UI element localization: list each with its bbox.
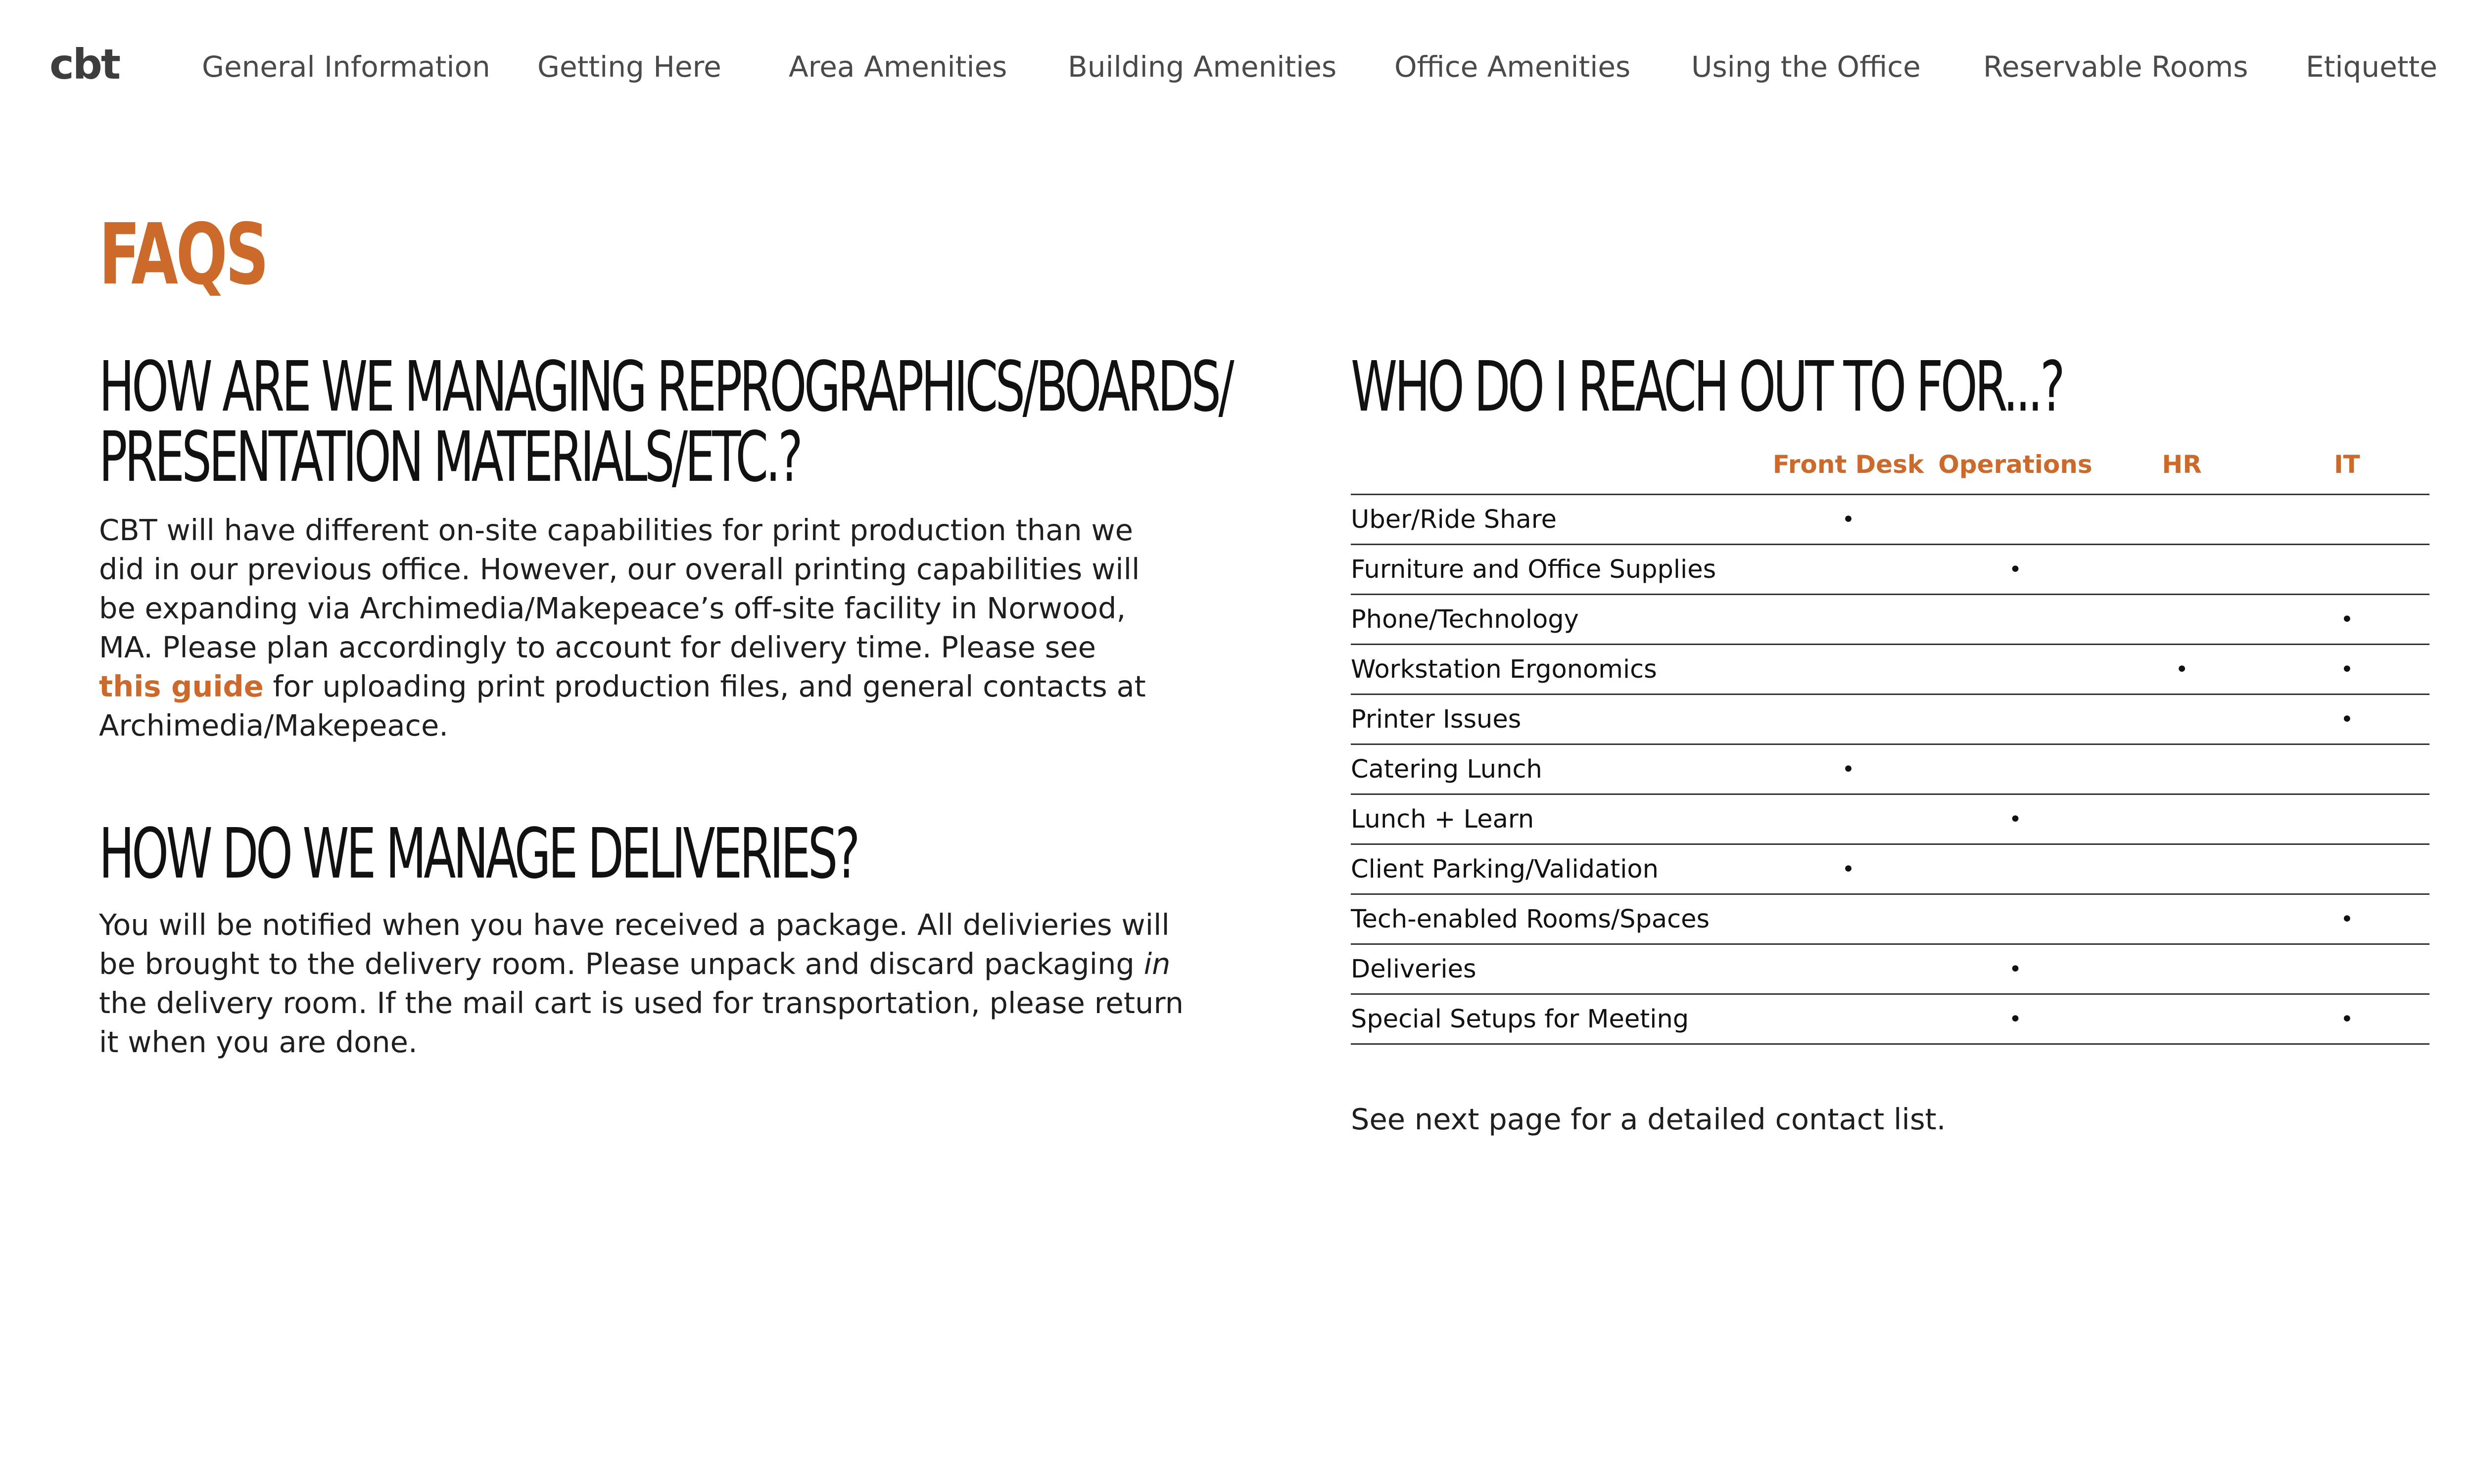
- page-title: FAQS: [99, 206, 267, 304]
- empty-cell: [2099, 844, 2265, 894]
- table-row: [1351, 844, 2429, 894]
- row-topic: Client Parking/Validation: [1351, 844, 1765, 894]
- empty-cell: [2265, 944, 2429, 994]
- table-row: [1351, 545, 2429, 595]
- responsibility-dot: •: [1765, 495, 1932, 545]
- empty-cell: [2265, 844, 2429, 894]
- empty-cell: [2099, 595, 2265, 645]
- empty-cell: [1931, 595, 2099, 645]
- nav-etiquette[interactable]: Etiquette: [2306, 50, 2437, 84]
- empty-cell: [1931, 844, 2099, 894]
- responsibility-dot: •: [2099, 645, 2265, 695]
- table-row: [1351, 794, 2429, 844]
- empty-cell: [1765, 695, 1932, 744]
- empty-cell: [2099, 994, 2265, 1044]
- empty-cell: [1765, 794, 1932, 844]
- topic-column-header: [1351, 435, 1765, 495]
- nav-general-information[interactable]: General Information: [202, 50, 490, 84]
- row-topic: Uber/Ride Share: [1351, 495, 1765, 545]
- paragraph-line: [99, 667, 1146, 706]
- empty-cell: [1765, 545, 1932, 595]
- italic-text: in: [1143, 947, 1171, 981]
- table-header-row: [1351, 435, 2429, 495]
- this-guide-link[interactable]: this guide: [99, 669, 264, 703]
- empty-cell: [1931, 495, 2099, 545]
- empty-cell: [1765, 645, 1932, 695]
- nav-reservable-rooms[interactable]: Reservable Rooms: [1983, 50, 2248, 84]
- paragraph-line: CBT will have different on-site capabilities for print production than we: [99, 513, 1133, 547]
- table-row: [1351, 744, 2429, 794]
- empty-cell: [2099, 545, 2265, 595]
- responsibility-dot: •: [1931, 794, 2099, 844]
- nav-area-amenities[interactable]: Area Amenities: [789, 50, 1007, 84]
- responsibility-dot: •: [2265, 994, 2429, 1044]
- empty-cell: [2099, 894, 2265, 944]
- paragraph-line: Archimedia/Makepeace.: [99, 708, 449, 742]
- empty-cell: [1931, 894, 2099, 944]
- table-row: [1351, 944, 2429, 994]
- empty-cell: [1931, 744, 2099, 794]
- contact-matrix-table: [1351, 435, 2429, 1045]
- empty-cell: [1765, 944, 1932, 994]
- paragraph-text: be brought to the delivery room. Please unpack and discard packaging: [99, 947, 1144, 981]
- reprographics-heading: [99, 347, 1232, 498]
- empty-cell: [2265, 794, 2429, 844]
- empty-cell: [2099, 794, 2265, 844]
- nav-using-the-office[interactable]: Using the Office: [1691, 50, 1921, 84]
- row-topic: Deliveries: [1351, 944, 1765, 994]
- responsibility-dot: •: [1931, 994, 2099, 1044]
- row-topic: Catering Lunch: [1351, 744, 1765, 794]
- empty-cell: [2099, 495, 2265, 545]
- paragraph-line: MA. Please plan accordingly to account for delivery time. Please see: [99, 630, 1096, 664]
- paragraph-line: [99, 944, 1184, 983]
- table-row: [1351, 645, 2429, 695]
- column-header-operations: Operations: [1931, 435, 2099, 495]
- nav-getting-here[interactable]: Getting Here: [537, 50, 721, 84]
- paragraph-line: You will be notified when you have received a package. All delivieries will: [99, 908, 1170, 942]
- column-header-it: IT: [2265, 435, 2429, 495]
- row-topic: Printer Issues: [1351, 695, 1765, 744]
- row-topic: Tech-enabled Rooms/Spaces: [1351, 894, 1765, 944]
- row-topic: Special Setups for Meeting: [1351, 994, 1765, 1044]
- top-navigation: [0, 0, 2474, 143]
- row-topic: Furniture and Office Supplies: [1351, 545, 1765, 595]
- row-topic: Phone/Technology: [1351, 595, 1765, 645]
- table-row: [1351, 595, 2429, 645]
- reprographics-heading-line: HOW ARE WE MANAGING REPROGRAPHICS/BOARDS/: [99, 347, 1232, 427]
- responsibility-dot: •: [2265, 695, 2429, 744]
- paragraph-line: be expanding via Archimedia/Makepeace’s off-site facility in Norwood,: [99, 591, 1126, 625]
- column-header-hr: HR: [2099, 435, 2265, 495]
- responsibility-dot: •: [2265, 894, 2429, 944]
- cbt-logo[interactable]: cbt: [49, 40, 120, 89]
- empty-cell: [2265, 545, 2429, 595]
- empty-cell: [2099, 744, 2265, 794]
- empty-cell: [1765, 994, 1932, 1044]
- paragraph-line: it when you are done.: [99, 1025, 418, 1059]
- contact-matrix-body: [1351, 495, 2429, 1044]
- empty-cell: [1765, 595, 1932, 645]
- row-topic: Lunch + Learn: [1351, 794, 1765, 844]
- reprographics-text: [99, 510, 1146, 745]
- responsibility-dot: •: [2265, 595, 2429, 645]
- paragraph-line: the delivery room. If the mail cart is used for transportation, please return: [99, 986, 1184, 1020]
- table-row: [1351, 495, 2429, 545]
- responsibility-dot: •: [2265, 645, 2429, 695]
- responsibility-dot: •: [1931, 545, 2099, 595]
- paragraph-text: for uploading print production files, and general contacts at: [263, 669, 1146, 703]
- deliveries-text: [99, 905, 1184, 1062]
- empty-cell: [1931, 645, 2099, 695]
- empty-cell: [1765, 894, 1932, 944]
- empty-cell: [2099, 944, 2265, 994]
- table-row: [1351, 894, 2429, 944]
- nav-office-amenities[interactable]: Office Amenities: [1394, 50, 1631, 84]
- empty-cell: [1931, 695, 2099, 744]
- table-row: [1351, 994, 2429, 1044]
- column-header-front-desk: Front Desk: [1765, 435, 1932, 495]
- empty-cell: [2265, 744, 2429, 794]
- responsibility-dot: •: [1765, 844, 1932, 894]
- contact-list-footnote: See next page for a detailed contact list.: [1351, 1102, 1946, 1136]
- deliveries-heading: HOW DO WE MANAGE DELIVERIES?: [99, 814, 857, 894]
- empty-cell: [2265, 495, 2429, 545]
- responsibility-dot: •: [1931, 944, 2099, 994]
- row-topic: Workstation Ergonomics: [1351, 645, 1765, 695]
- contacts-heading: WHO DO I REACH OUT TO FOR...?: [1351, 347, 2063, 427]
- reprographics-heading-line: PRESENTATION MATERIALS/ETC.?: [99, 417, 801, 498]
- paragraph-line: did in our previous office. However, our overall printing capabilities will: [99, 552, 1140, 586]
- responsibility-dot: •: [1765, 744, 1932, 794]
- table-row: [1351, 695, 2429, 744]
- empty-cell: [2099, 695, 2265, 744]
- nav-building-amenities[interactable]: Building Amenities: [1068, 50, 1337, 84]
